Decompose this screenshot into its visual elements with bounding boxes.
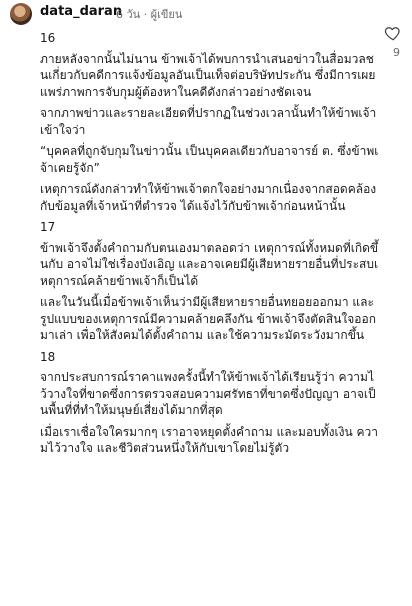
paragraph-number: 16 <box>40 31 56 45</box>
paragraph: ข้าพเจ้าจึงตั้งคำถามกับตนเองมาตลอดว่า เหตุการณ์ทั้งหมดที่เกิดขึ้นกับ อาจไม่ใช่เรื่องบังเอิญ และอาจเคยมีผู้เสียหายรายอื่นที่ประสบเหตุการณ์คล้ายข้าพเจ้าก็เป็นได้ <box>40 240 379 288</box>
comment-body <box>40 30 380 462</box>
paragraph: จากประสบการณ์ราคาแพงครั้งนี้ทำให้ข้าพเจ้าได้เรียนรู้ว่า ความไว้วางใจที่ขาดซึ่งการตรวจสอบความศรัทธาที่ขาดซึ่งปัญญา อาจเป็นพื้นที่ที่ทำให้มนุษย์เสี่ยงได้มากที่สุด <box>40 370 376 417</box>
avatar[interactable] <box>10 3 32 25</box>
paragraph: และในวันนี้เมื่อข้าพเจ้าเห็นว่ามีผู้เสียหายรายอื่นทยอยออกมา และรูปแบบของเหตุการณ์มีความคล้ายคลึงกัน ข้าพเจ้าจึงตัดสินใจออกมาเล่า เพื่อให้สังคมได้ตั้งคำถาม และใช้ความระมัดระวังมากขึ้น <box>40 295 376 342</box>
paragraph: “บุคคลที่ถูกจับกุมในข่าวนั้น เป็นบุคคลเดียวกับอาจารย์ ต. ซึ่งข้าพเจ้าเคยรู้จัก” <box>40 144 379 175</box>
paragraph-number: 17 <box>40 220 56 234</box>
paragraph-number: 18 <box>40 349 56 364</box>
like-count: 9 <box>393 46 400 59</box>
paragraph: เหตุการณ์ดังกล่าวทำให้ข้าพเจ้าตกใจอย่างมากเนื่องจากสอดคล้องกับข้อมูลที่เจ้าหน้าที่ตำรวจ ได้แจ้งไว้กับข้าพเจ้าก่อนหน้านั้น <box>40 182 377 213</box>
heart-icon[interactable] <box>384 24 402 42</box>
comment-header <box>0 0 412 34</box>
paragraph: เมื่อเราเชื่อใจใครมากๆ เราอาจหยุดตั้งคำถาม และมอบทั้งเงิน ความไว้วางใจ และชีวิตส่วนหนึ่งให้กับเขาโดยไม่รู้ตัว <box>40 424 379 455</box>
paragraph: ภายหลังจากนั้นไม่นาน ข้าพเจ้าได้พบการนำเสนอข่าวในสื่อมวลชนเกี่ยวกับคดีการแจ้งข้อมูลอันเป็นเท็จต่อบริษัทประกัน ซึ่งมีการเผยแพร่ภาพการจับกุมผู้ต้องหาในคดีดังกล่าวอย่างชัดเจน <box>40 51 376 99</box>
paragraph: จากภาพข่าวและรายละเอียดที่ปรากฏในช่วงเวลานั้นทำให้ข้าพเจ้าเข้าใจว่า <box>40 106 377 137</box>
username[interactable]: data_daran <box>40 4 123 19</box>
comment-meta: 6 วัน · ผู้เขียน <box>116 8 183 21</box>
